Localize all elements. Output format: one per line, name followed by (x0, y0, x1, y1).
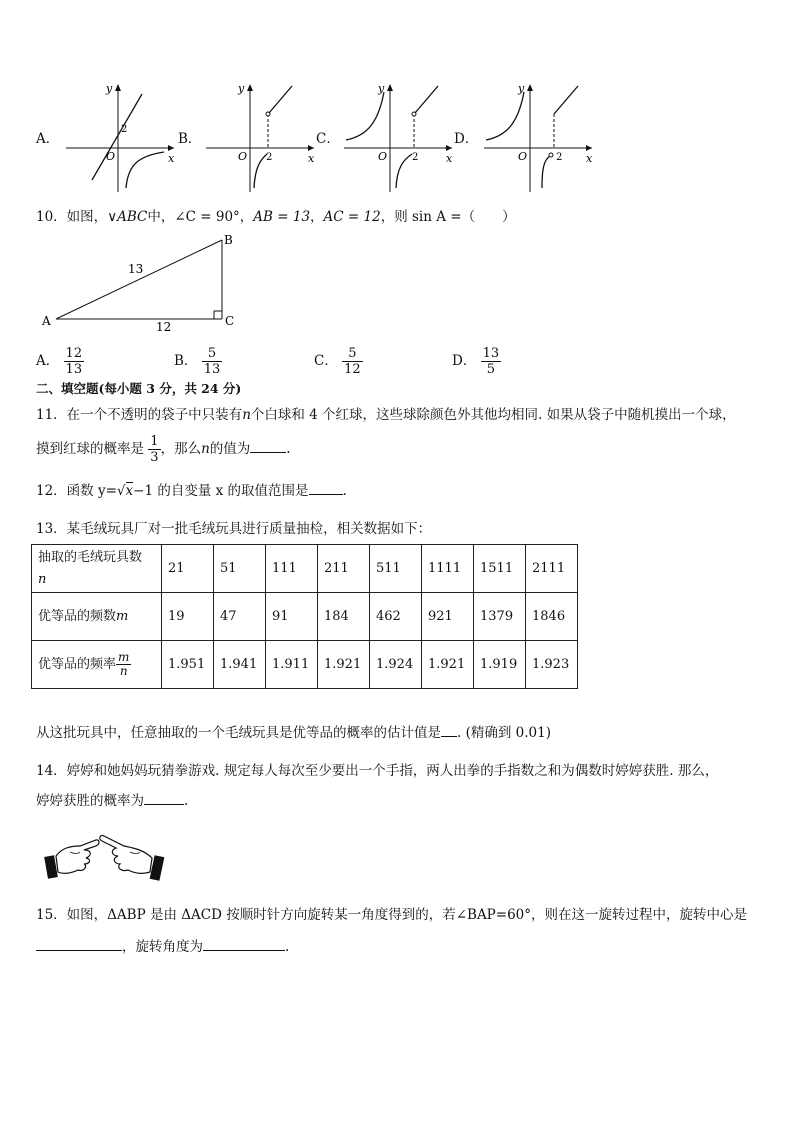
q10-option-c (314, 346, 363, 377)
q10-triangle: ∨ABC (107, 209, 148, 225)
q10-number: 10．如图， (36, 209, 108, 225)
q13-answer-blank[interactable] (441, 722, 457, 737)
table-cell: 1846 (526, 593, 578, 641)
q10-ac: AC = 12 (323, 209, 381, 225)
table-cell: 21 (162, 545, 214, 593)
tri-label-c: C (225, 314, 235, 328)
q9-graph-c (338, 80, 458, 195)
q11-answer-blank[interactable] (250, 438, 286, 453)
q9-graph-b (200, 80, 320, 195)
table-cell: 1.951 (162, 641, 214, 689)
q10-sep: ， (310, 209, 324, 225)
q10-tail: ，则 sin A =（ ） (380, 209, 516, 225)
row2-label: 优等品的频数m (32, 593, 162, 641)
sqrt-sign: √ (116, 483, 126, 499)
table-cell: 211 (318, 545, 370, 593)
q15-blank-angle[interactable] (203, 936, 285, 951)
graph-c-y: y (378, 82, 385, 95)
tri-label-base: 12 (156, 320, 172, 332)
q10-option-d (452, 346, 501, 377)
table-cell: 111 (266, 545, 318, 593)
table-cell: 1.919 (474, 641, 526, 689)
q9-option-c-letter: C． (316, 131, 340, 147)
table-row (32, 545, 578, 593)
q10-ab: AB = 13 (253, 209, 311, 225)
table-cell: 184 (318, 593, 370, 641)
q9-graph-d (478, 80, 598, 195)
table-cell: 1.921 (422, 641, 474, 689)
graph-a-x: x (168, 152, 175, 165)
table-cell: 462 (370, 593, 422, 641)
table-cell: 1511 (474, 545, 526, 593)
q10-option-c-frac: $\frac{5}{12}$ (344, 346, 361, 377)
q13-intro: 13．某毛绒玩具厂对一批毛绒玩具进行质量抽检，相关数据如下： (36, 521, 432, 537)
table-cell: 921 (422, 593, 474, 641)
row3-label: 优等品的频率 $\frac{m}{n}$ (32, 641, 162, 689)
q13-table (31, 544, 578, 689)
tri-label-b: B (224, 233, 233, 247)
table-cell: 91 (266, 593, 318, 641)
q13-footer: 从这批玩具中，任意抽取的一个毛绒玩具是优等品的概率的估计值是 . (精确到 0.01) (36, 722, 551, 744)
q9-graph-a (60, 80, 180, 195)
graph-b-y: y (238, 82, 245, 95)
q15-line1: 15．如图，ΔABP 是由 ΔACD 按顺时针方向旋转某一角度得到的，若∠BAP=60°，则在这一旋转过程中，旋转中心是 (36, 907, 748, 923)
q10-option-b-letter: B． (174, 353, 198, 369)
graph-b-2: 2 (266, 152, 273, 163)
q14-answer-blank[interactable] (144, 790, 184, 805)
q10-option-b-frac: $\frac{5}{13}$ (203, 346, 221, 377)
table-cell: 511 (370, 545, 422, 593)
q12-line: 12．函数 y=√x−1 的自变量 x 的取值范围是 . (36, 480, 347, 502)
q11-line1: 11．在一个不透明的袋子中只装有n个白球和 4 个红球，这些球除颜色外其他均相同. 如果从袋子中随机摸出一个球， (36, 407, 736, 423)
q9-option-b-letter: B． (178, 131, 202, 147)
q11-frac: $\frac{1}{3}$ (150, 434, 159, 465)
table-cell: 2111 (526, 545, 578, 593)
graph-c-o: O (378, 150, 388, 163)
table-cell: 1.924 (370, 641, 422, 689)
table-cell: 1379 (474, 593, 526, 641)
table-cell: 1.921 (318, 641, 370, 689)
q15-blank-center[interactable] (36, 936, 122, 951)
q10-mid: 中，∠C = 90°， (147, 209, 254, 225)
q12-answer-blank[interactable] (309, 480, 343, 495)
table-cell: 1.911 (266, 641, 318, 689)
table-row (32, 641, 578, 689)
graph-d-2: 2 (556, 152, 563, 163)
table-cell: 1.941 (214, 641, 266, 689)
q10-option-b (174, 346, 222, 377)
graph-d-x: x (586, 152, 593, 165)
q9-option-a-letter: A． (36, 131, 60, 147)
q14-line2: 婷婷获胜的概率为 . (36, 790, 188, 812)
table-cell: 47 (214, 593, 266, 641)
tri-label-hyp: 13 (128, 262, 144, 276)
q10-option-a-letter: A． (36, 353, 60, 369)
graph-c-2: 2 (412, 152, 419, 163)
q10-triangle-figure (36, 232, 246, 332)
graph-a-o: O (106, 150, 116, 163)
table-cell: 1.923 (526, 641, 578, 689)
q10-option-d-letter: D． (452, 353, 477, 369)
row1-label: 抽取的毛绒玩具数 n (32, 545, 162, 593)
q10-options (36, 336, 576, 380)
q10-option-d-frac: $\frac{13}{5}$ (482, 346, 500, 377)
q10-option-c-letter: C． (314, 353, 338, 369)
q15-line2: ，旋转角度为 . (36, 936, 289, 958)
graph-d-y: y (518, 82, 525, 95)
graph-b-o: O (238, 150, 248, 163)
table-cell: 19 (162, 593, 214, 641)
q9-option-d-letter: D． (454, 131, 479, 147)
q9-options (30, 80, 610, 195)
q10-option-a-frac: $\frac{12}{13}$ (65, 346, 83, 377)
section-title: 二、填空题(每小题 3 分，共 24 分) (36, 381, 242, 396)
graph-c-x: x (446, 152, 453, 165)
q14-line1: 14．婷婷和她妈妈玩猜拳游戏. 规定每人每次至少要出一个手指，两人出拳的手指数之和为偶数时婷婷获胜. 那么， (36, 763, 719, 779)
table-cell: 1111 (422, 545, 474, 593)
graph-a-y: y (106, 82, 113, 95)
q11-line2: 摸到红球的概率是 $\frac{1}{3}$ ，那么n的值为 . (36, 434, 291, 465)
q14-hands-figure (40, 826, 170, 886)
graph-a-2: 2 (121, 124, 128, 135)
table-row (32, 593, 578, 641)
q10-option-a (36, 346, 84, 377)
graph-d-o: O (518, 150, 528, 163)
table-cell: 51 (214, 545, 266, 593)
q10-stem (36, 206, 516, 228)
tri-label-a: A (42, 314, 51, 328)
graph-b-x: x (308, 152, 315, 165)
